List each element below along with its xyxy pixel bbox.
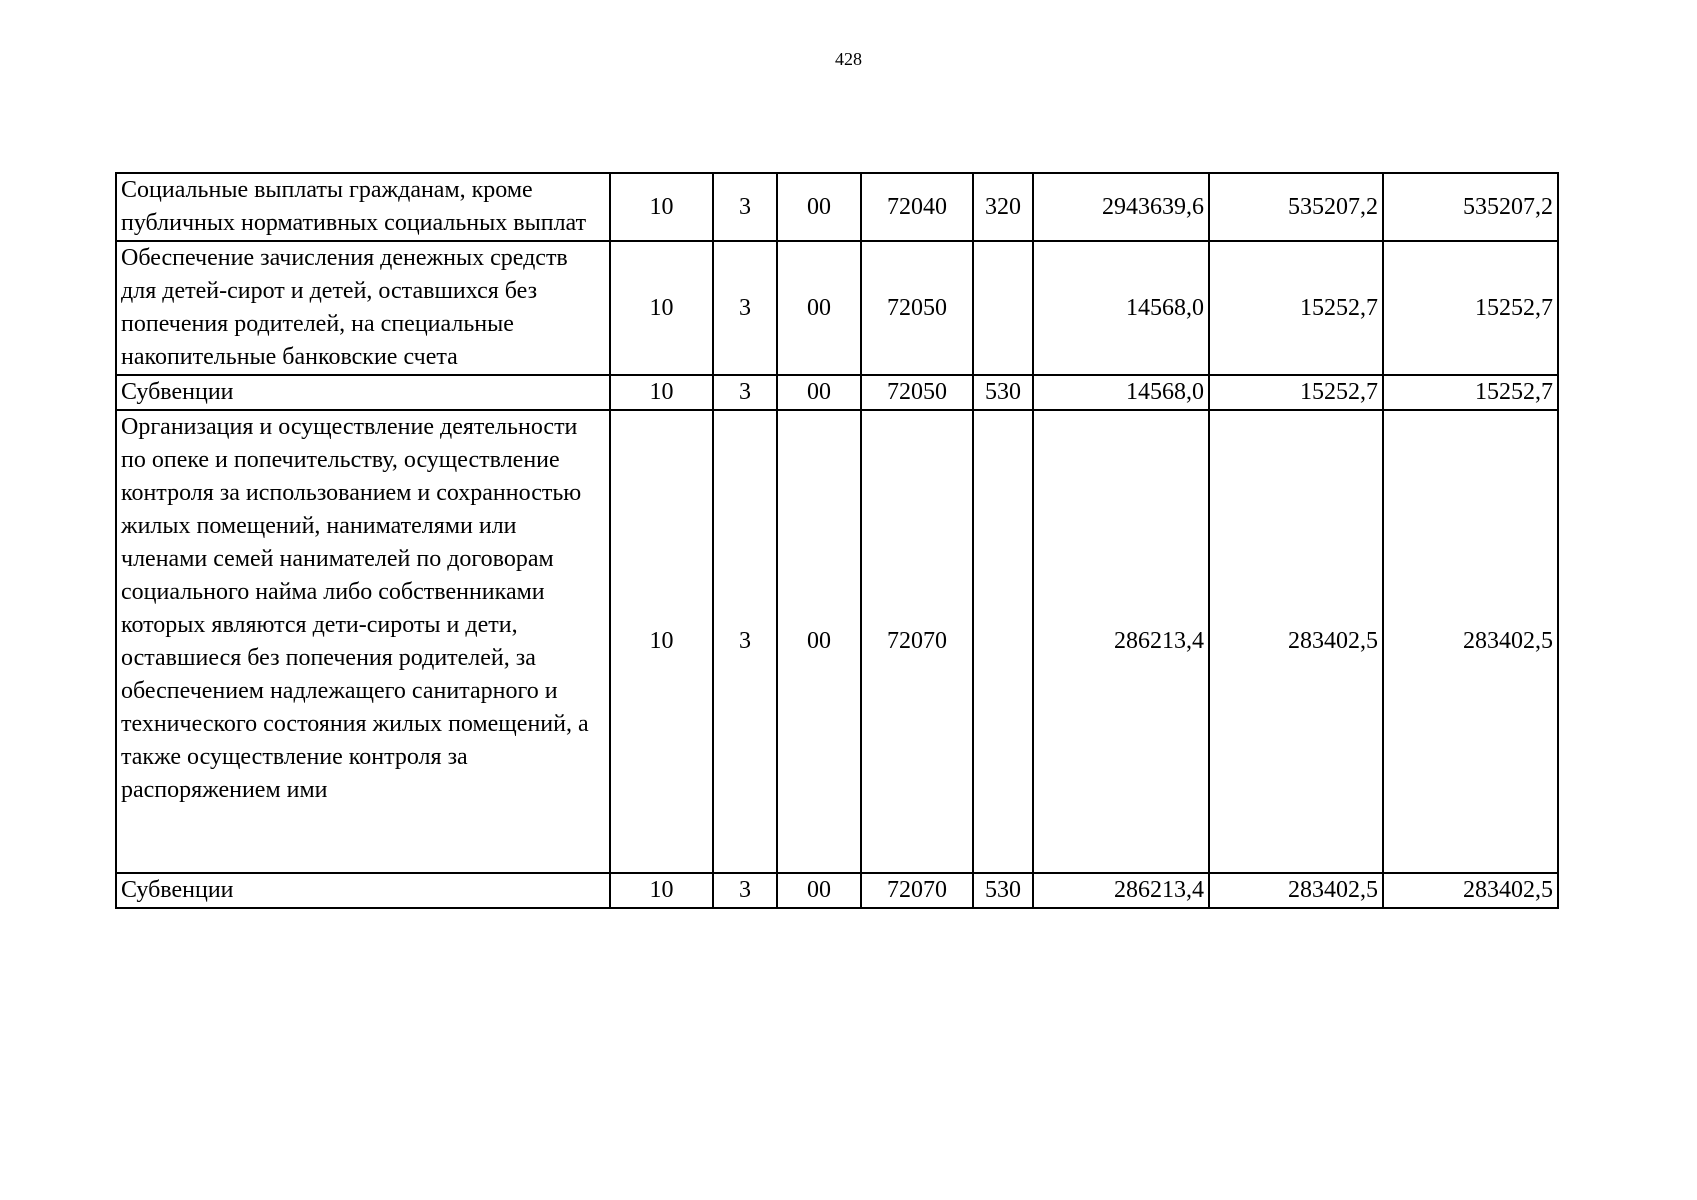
table-row [116, 241, 1558, 375]
table-row [116, 375, 1558, 410]
expense-type-code: 320 [973, 173, 1033, 241]
amount-3: 15252,7 [1383, 241, 1558, 375]
subsection-code: 3 [713, 873, 777, 908]
subsection-code: 3 [713, 410, 777, 873]
amount-3: 15252,7 [1383, 375, 1558, 410]
row-description: Социальные выплаты гражданам, кроме публичных нормативных социальных выплат [116, 173, 610, 241]
program-code: 00 [777, 375, 861, 410]
program-code: 00 [777, 873, 861, 908]
amount-3: 535207,2 [1383, 173, 1558, 241]
amount-2: 283402,5 [1209, 873, 1383, 908]
table-row [116, 173, 1558, 241]
row-description: Субвенции [116, 375, 610, 410]
target-article-code: 72040 [861, 173, 973, 241]
amount-1: 286213,4 [1033, 873, 1209, 908]
row-description: Организация и осуществление деятельности по опеке и попечительству, осуществление контроля за использованием и сохранностью жилых помещений, нанимателями или членами семей нанимателей по договорам социального найма либо собственниками которых являются дети-сироты и дети, оставшиеся без попечения родителей, за обеспечением надлежащего санитарного и технического состояния жилых помещений, а также осуществление контроля за распоряжением ими [116, 410, 610, 873]
page-number: 428 [835, 49, 862, 69]
program-code: 00 [777, 410, 861, 873]
section-code: 10 [610, 410, 713, 873]
subsection-code: 3 [713, 173, 777, 241]
section-code: 10 [610, 241, 713, 375]
expense-type-code: 530 [973, 375, 1033, 410]
amount-2: 283402,5 [1209, 410, 1383, 873]
expense-type-code [973, 410, 1033, 873]
table-row [116, 410, 1558, 873]
amount-3: 283402,5 [1383, 873, 1558, 908]
program-code: 00 [777, 241, 861, 375]
target-article-code: 72070 [861, 873, 973, 908]
budget-table [115, 172, 1559, 909]
row-description: Субвенции [116, 873, 610, 908]
row-description: Обеспечение зачисления денежных средств для детей-сирот и детей, оставшихся без попечения родителей, на специальные накопительные банковские счета [116, 241, 610, 375]
amount-2: 15252,7 [1209, 241, 1383, 375]
amount-2: 535207,2 [1209, 173, 1383, 241]
section-code: 10 [610, 375, 713, 410]
amount-3: 283402,5 [1383, 410, 1558, 873]
program-code: 00 [777, 173, 861, 241]
section-code: 10 [610, 173, 713, 241]
section-code: 10 [610, 873, 713, 908]
subsection-code: 3 [713, 241, 777, 375]
amount-1: 286213,4 [1033, 410, 1209, 873]
target-article-code: 72070 [861, 410, 973, 873]
target-article-code: 72050 [861, 375, 973, 410]
expense-type-code [973, 241, 1033, 375]
amount-1: 14568,0 [1033, 375, 1209, 410]
amount-2: 15252,7 [1209, 375, 1383, 410]
target-article-code: 72050 [861, 241, 973, 375]
expense-type-code: 530 [973, 873, 1033, 908]
subsection-code: 3 [713, 375, 777, 410]
amount-1: 14568,0 [1033, 241, 1209, 375]
amount-1: 2943639,6 [1033, 173, 1209, 241]
table-row [116, 873, 1558, 908]
